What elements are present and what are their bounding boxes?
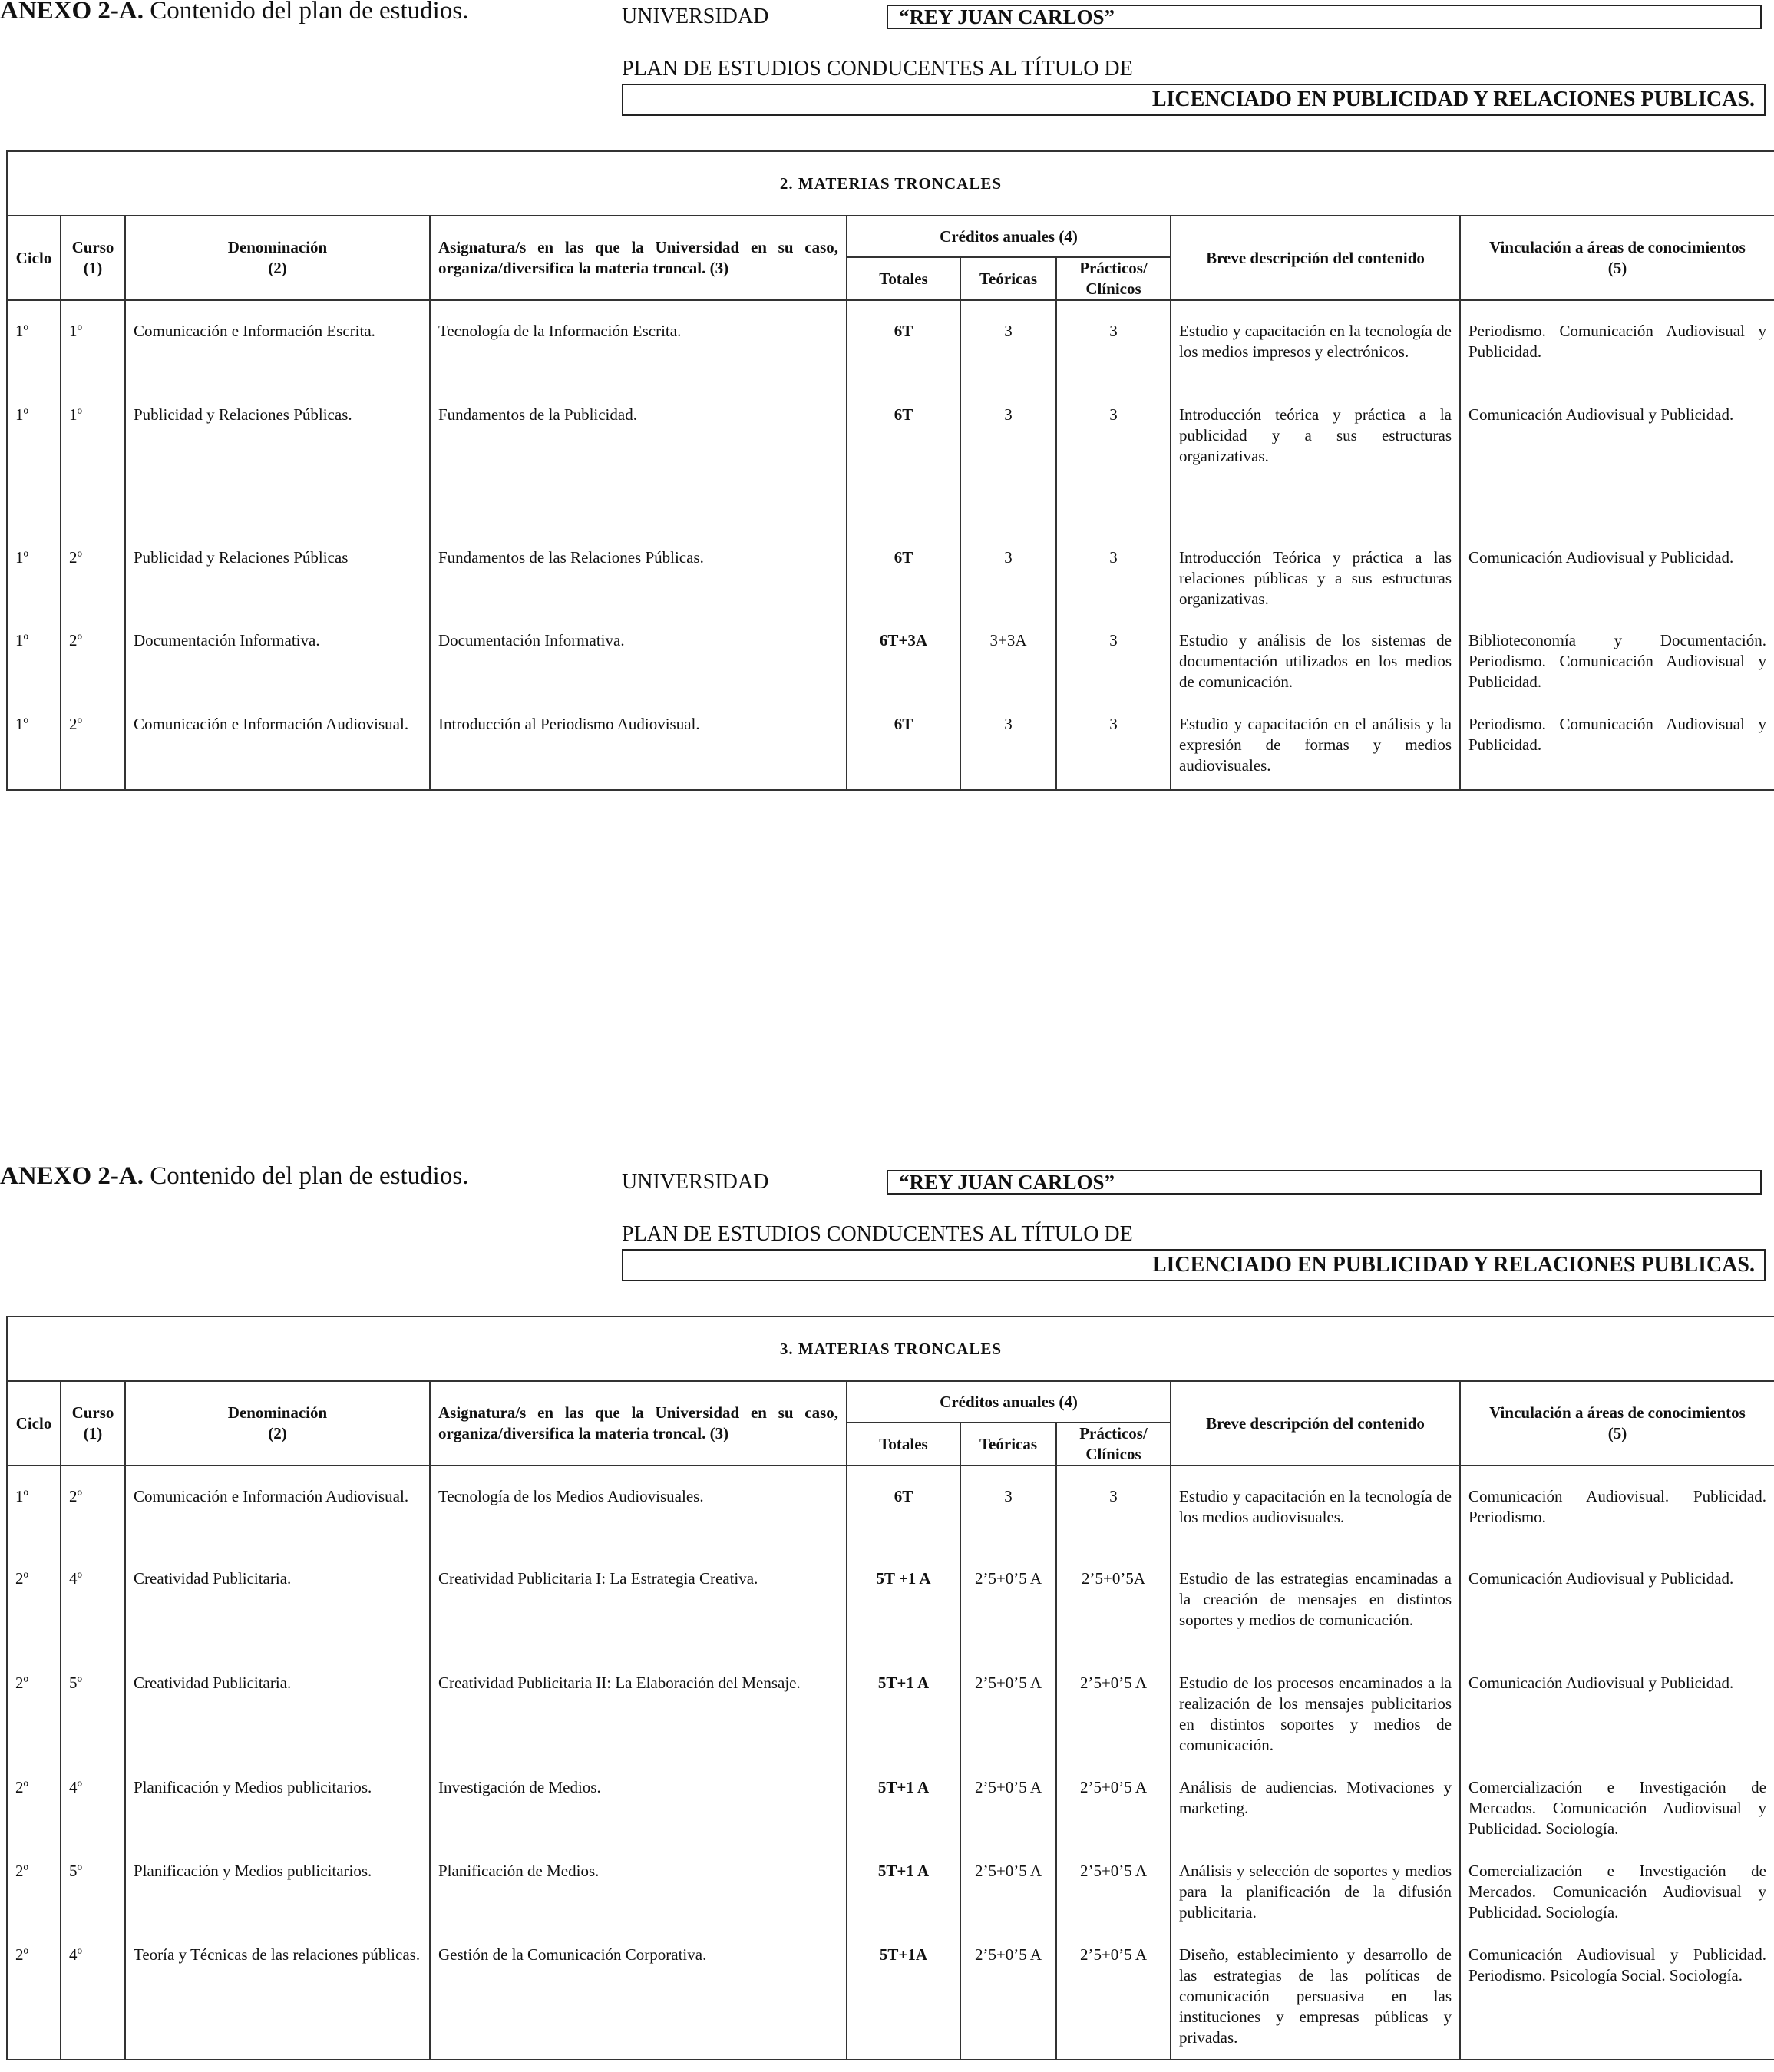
table-row <box>7 385 1774 527</box>
cell-vinculacion: Comunicación Audiovisual y Publicidad. <box>1460 527 1774 610</box>
cell-teoricas: 2’5+0’5 A <box>960 1653 1056 1757</box>
col-practicos: Prácticos/ Clínicos <box>1056 1423 1171 1466</box>
cell-descripcion: Análisis de audiencias. Motivaciones y marketing. <box>1171 1757 1460 1841</box>
table-section-title: 3. MATERIAS TRONCALES <box>7 1317 1774 1381</box>
col-teoricas: Teóricas <box>960 257 1056 300</box>
cell-vinculacion: Comunicación Audiovisual y Publicidad. <box>1460 385 1774 527</box>
cell-teoricas: 3+3A <box>960 610 1056 694</box>
cell-practicos: 3 <box>1056 385 1171 527</box>
cell-denominacion: Publicidad y Relaciones Públicas. <box>125 385 430 527</box>
cell-denominacion: Creatividad Publicitaria. <box>125 1548 430 1653</box>
cell-totales: 6T+3A <box>847 610 960 694</box>
titulo-box: LICENCIADO EN PUBLICIDAD Y RELACIONES PUBLICAS. <box>622 84 1766 116</box>
cell-ciclo: 2º <box>7 1548 61 1653</box>
cell-asignatura: Tecnología de los Medios Audiovisuales. <box>430 1466 847 1548</box>
cell-ciclo: 1º <box>7 385 61 527</box>
cell-vinculacion: Comunicación Audiovisual y Publicidad. <box>1460 1653 1774 1757</box>
cell-denominacion: Documentación Informativa. <box>125 610 430 694</box>
col-vinculacion: Vinculación a áreas de conocimientos (5) <box>1460 1381 1774 1466</box>
cell-totales: 5T+1 A <box>847 1841 960 1925</box>
col-curso: Curso (1) <box>61 1381 125 1466</box>
cell-curso: 1º <box>61 300 125 385</box>
anexo-heading: ANEXO 2-A. Contenido del plan de estudios. <box>0 0 469 25</box>
cell-curso: 2º <box>61 694 125 790</box>
cell-practicos: 3 <box>1056 610 1171 694</box>
cell-vinculacion: Comunicación Audiovisual y Publicidad. Periodismo. Psicología Social. Sociología. <box>1460 1925 1774 2060</box>
cell-denominacion: Comunicación e Información Audiovisual. <box>125 694 430 790</box>
titulo-box: LICENCIADO EN PUBLICIDAD Y RELACIONES PUBLICAS. <box>622 1249 1766 1281</box>
cell-asignatura: Creatividad Publicitaria II: La Elaboración del Mensaje. <box>430 1653 847 1757</box>
col-totales: Totales <box>847 1423 960 1466</box>
universidad-label: UNIVERSIDAD <box>622 1170 769 1194</box>
table-row <box>7 1841 1774 1925</box>
cell-descripcion: Estudio de los procesos encaminados a la realización de los mensajes publicitarios en distintos soportes y medios de comunicación. <box>1171 1653 1460 1757</box>
cell-vinculacion: Comercialización e Investigación de Mercados. Comunicación Audiovisual y Publicidad. Sociología. <box>1460 1757 1774 1841</box>
table-row <box>7 1466 1774 1548</box>
col-creditos: Créditos anuales (4) <box>847 1381 1171 1423</box>
col-descripcion: Breve descripción del contenido <box>1171 216 1460 300</box>
cell-vinculacion: Periodismo. Comunicación Audiovisual y Publicidad. <box>1460 694 1774 790</box>
cell-curso: 5º <box>61 1653 125 1757</box>
cell-descripcion: Estudio de las estrategias encaminadas a la creación de mensajes en distintos soportes y medios de comunicación. <box>1171 1548 1460 1653</box>
cell-curso: 1º <box>61 385 125 527</box>
table-row <box>7 694 1774 790</box>
universidad-label: UNIVERSIDAD <box>622 5 769 28</box>
cell-denominacion: Planificación y Medios publicitarios. <box>125 1757 430 1841</box>
cell-asignatura: Tecnología de la Información Escrita. <box>430 300 847 385</box>
cell-teoricas: 2’5+0’5 A <box>960 1925 1056 2060</box>
cell-vinculacion: Periodismo. Comunicación Audiovisual y Publicidad. <box>1460 300 1774 385</box>
cell-descripcion: Estudio y capacitación en el análisis y la expresión de formas y medios audiovisuales. <box>1171 694 1460 790</box>
col-descripcion: Breve descripción del contenido <box>1171 1381 1460 1466</box>
cell-descripcion: Estudio y capacitación en la tecnología de los medios audiovisuales. <box>1171 1466 1460 1548</box>
cell-descripcion: Estudio y capacitación en la tecnología de los medios impresos y electrónicos. <box>1171 300 1460 385</box>
cell-practicos: 2’5+0’5 A <box>1056 1653 1171 1757</box>
cell-denominacion: Comunicación e Información Audiovisual. <box>125 1466 430 1548</box>
cell-totales: 6T <box>847 385 960 527</box>
cell-practicos: 3 <box>1056 527 1171 610</box>
cell-curso: 4º <box>61 1925 125 2060</box>
cell-descripcion: Introducción teórica y práctica a la publicidad y a sus estructuras organizativas. <box>1171 385 1460 527</box>
col-vinculacion: Vinculación a áreas de conocimientos (5) <box>1460 216 1774 300</box>
cell-descripcion: Estudio y análisis de los sistemas de documentación utilizados en los medios de comunicación. <box>1171 610 1460 694</box>
col-denominacion: Denominación (2) <box>125 216 430 300</box>
cell-vinculacion: Biblioteconomía y Documentación. Periodismo. Comunicación Audiovisual y Publicidad. <box>1460 610 1774 694</box>
cell-teoricas: 3 <box>960 385 1056 527</box>
cell-teoricas: 3 <box>960 527 1056 610</box>
cell-teoricas: 3 <box>960 694 1056 790</box>
cell-denominacion: Creatividad Publicitaria. <box>125 1653 430 1757</box>
cell-curso: 2º <box>61 1466 125 1548</box>
cell-curso: 2º <box>61 610 125 694</box>
cell-teoricas: 2’5+0’5 A <box>960 1841 1056 1925</box>
materias-table-wrap <box>6 1316 1774 2060</box>
col-curso: Curso (1) <box>61 216 125 300</box>
table-row <box>7 1757 1774 1841</box>
plan-label: PLAN DE ESTUDIOS CONDUCENTES AL TÍTULO DE <box>622 57 1133 81</box>
plan-label: PLAN DE ESTUDIOS CONDUCENTES AL TÍTULO DE <box>622 1222 1133 1246</box>
table-row <box>7 300 1774 385</box>
col-teoricas: Teóricas <box>960 1423 1056 1466</box>
cell-asignatura: Fundamentos de la Publicidad. <box>430 385 847 527</box>
cell-totales: 5T +1 A <box>847 1548 960 1653</box>
cell-teoricas: 3 <box>960 300 1056 385</box>
cell-totales: 6T <box>847 527 960 610</box>
cell-curso: 5º <box>61 1841 125 1925</box>
cell-practicos: 3 <box>1056 300 1171 385</box>
cell-practicos: 3 <box>1056 694 1171 790</box>
cell-ciclo: 2º <box>7 1757 61 1841</box>
cell-totales: 6T <box>847 300 960 385</box>
cell-denominacion: Teoría y Técnicas de las relaciones públicas. <box>125 1925 430 2060</box>
cell-asignatura: Gestión de la Comunicación Corporativa. <box>430 1925 847 2060</box>
cell-denominacion: Publicidad y Relaciones Públicas <box>125 527 430 610</box>
table-row <box>7 1653 1774 1757</box>
cell-descripcion: Análisis y selección de soportes y medios para la planificación de la difusión publicitaria. <box>1171 1841 1460 1925</box>
cell-practicos: 2’5+0’5A <box>1056 1548 1171 1653</box>
col-asignatura: Asignatura/s en las que la Universidad en su caso, organiza/diversifica la materia troncal. (3) <box>430 216 847 300</box>
cell-totales: 6T <box>847 1466 960 1548</box>
col-denominacion: Denominación (2) <box>125 1381 430 1466</box>
col-asignatura: Asignatura/s en las que la Universidad en su caso, organiza/diversifica la materia troncal. (3) <box>430 1381 847 1466</box>
col-totales: Totales <box>847 257 960 300</box>
cell-ciclo: 2º <box>7 1925 61 2060</box>
cell-ciclo: 1º <box>7 300 61 385</box>
cell-descripcion: Introducción Teórica y práctica a las relaciones públicas y a sus estructuras organizativas. <box>1171 527 1460 610</box>
materias-troncales-table <box>6 150 1774 791</box>
cell-ciclo: 1º <box>7 610 61 694</box>
cell-descripcion: Diseño, establecimiento y desarrollo de las estrategias de las políticas de comunicación persuasiva en las instituciones y empresas públicas y privadas. <box>1171 1925 1460 2060</box>
cell-asignatura: Investigación de Medios. <box>430 1757 847 1841</box>
cell-denominacion: Comunicación e Información Escrita. <box>125 300 430 385</box>
table-row <box>7 610 1774 694</box>
cell-ciclo: 2º <box>7 1653 61 1757</box>
col-ciclo: Ciclo <box>7 216 61 300</box>
cell-vinculacion: Comunicación Audiovisual. Publicidad. Periodismo. <box>1460 1466 1774 1548</box>
cell-denominacion: Planificación y Medios publicitarios. <box>125 1841 430 1925</box>
cell-asignatura: Fundamentos de las Relaciones Públicas. <box>430 527 847 610</box>
cell-asignatura: Planificación de Medios. <box>430 1841 847 1925</box>
table-row <box>7 1925 1774 2060</box>
cell-ciclo: 1º <box>7 527 61 610</box>
cell-asignatura: Creatividad Publicitaria I: La Estrategia Creativa. <box>430 1548 847 1653</box>
cell-totales: 5T+1 A <box>847 1757 960 1841</box>
cell-teoricas: 2’5+0’5 A <box>960 1548 1056 1653</box>
col-ciclo: Ciclo <box>7 1381 61 1466</box>
cell-practicos: 2’5+0’5 A <box>1056 1757 1171 1841</box>
anexo-heading: ANEXO 2-A. Contenido del plan de estudios. <box>0 1162 469 1190</box>
cell-totales: 5T+1A <box>847 1925 960 2060</box>
cell-totales: 5T+1 A <box>847 1653 960 1757</box>
materias-table-wrap <box>6 150 1774 791</box>
cell-curso: 4º <box>61 1548 125 1653</box>
table-section-title: 2. MATERIAS TRONCALES <box>7 151 1774 216</box>
col-creditos: Créditos anuales (4) <box>847 216 1171 257</box>
universidad-name-box: “REY JUAN CARLOS” <box>887 1170 1762 1195</box>
cell-practicos: 3 <box>1056 1466 1171 1548</box>
cell-teoricas: 2’5+0’5 A <box>960 1757 1056 1841</box>
cell-totales: 6T <box>847 694 960 790</box>
cell-vinculacion: Comunicación Audiovisual y Publicidad. <box>1460 1548 1774 1653</box>
universidad-name-box: “REY JUAN CARLOS” <box>887 5 1762 29</box>
cell-asignatura: Introducción al Periodismo Audiovisual. <box>430 694 847 790</box>
cell-vinculacion: Comercialización e Investigación de Mercados. Comunicación Audiovisual y Publicidad. Sociología. <box>1460 1841 1774 1925</box>
cell-ciclo: 1º <box>7 694 61 790</box>
cell-practicos: 2’5+0’5 A <box>1056 1841 1171 1925</box>
materias-troncales-table <box>6 1316 1774 2060</box>
cell-asignatura: Documentación Informativa. <box>430 610 847 694</box>
cell-teoricas: 3 <box>960 1466 1056 1548</box>
cell-curso: 2º <box>61 527 125 610</box>
cell-ciclo: 1º <box>7 1466 61 1548</box>
table-row <box>7 1548 1774 1653</box>
table-row <box>7 527 1774 610</box>
cell-practicos: 2’5+0’5 A <box>1056 1925 1171 2060</box>
col-practicos: Prácticos/ Clínicos <box>1056 257 1171 300</box>
cell-ciclo: 2º <box>7 1841 61 1925</box>
cell-curso: 4º <box>61 1757 125 1841</box>
